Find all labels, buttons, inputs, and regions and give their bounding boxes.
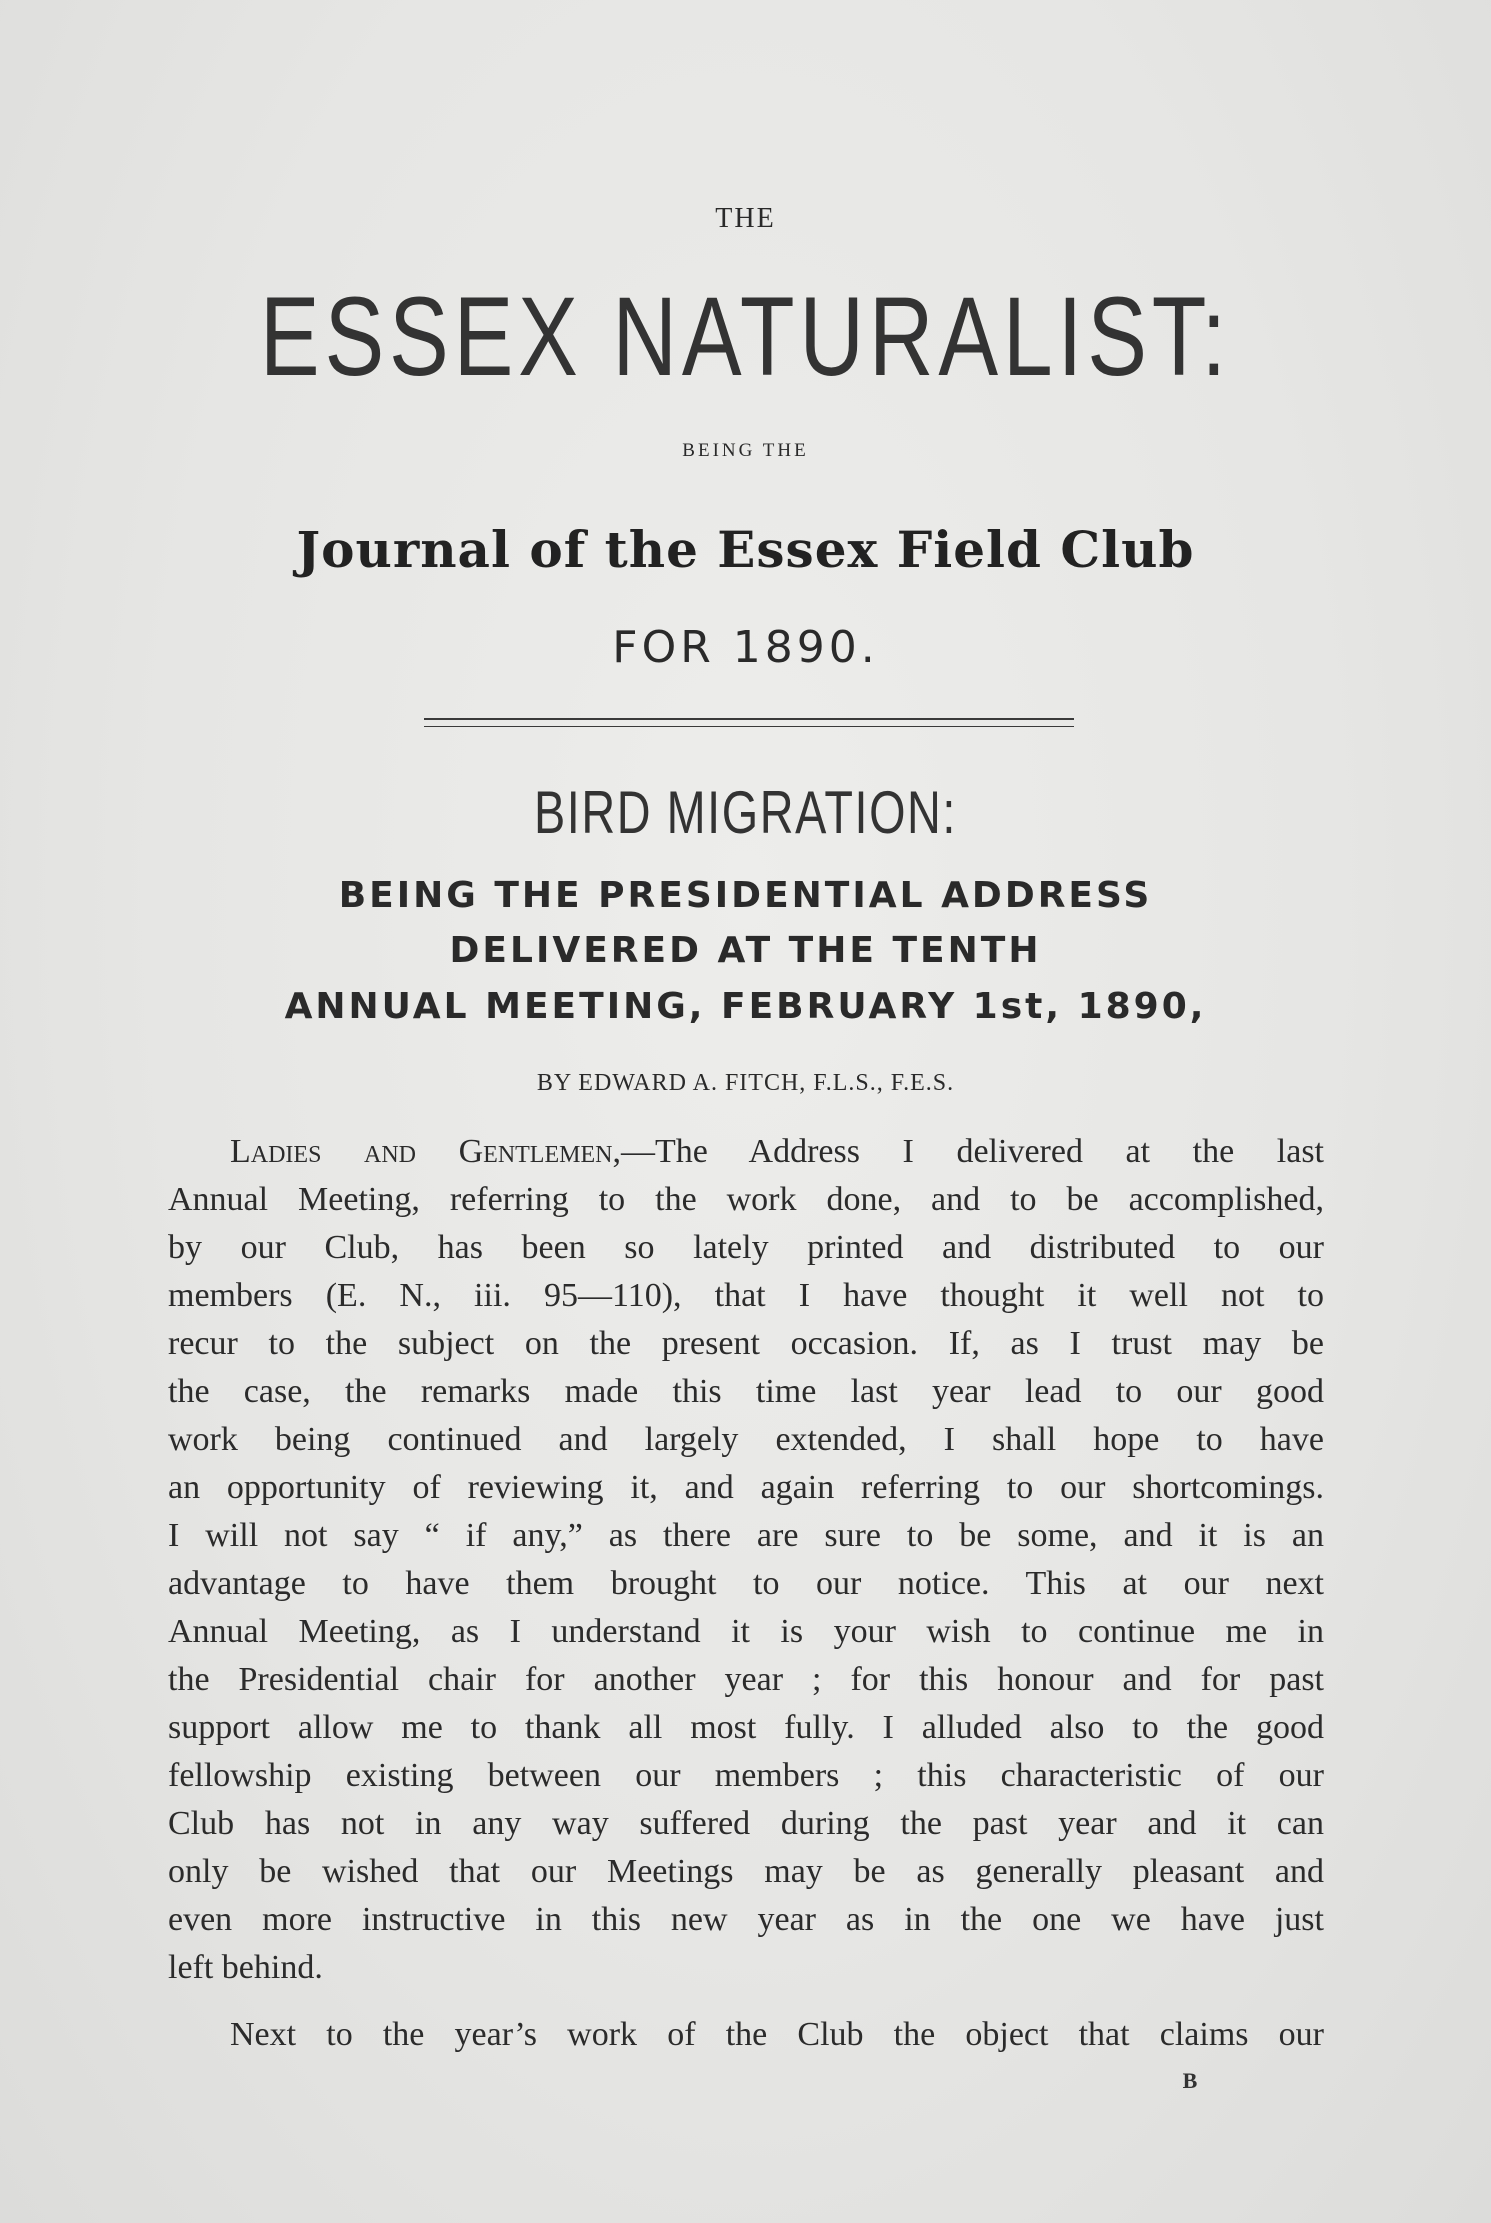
paragraph-1 [168, 1128, 1324, 1992]
article-subtitle-line: ANNUAL MEETING, FEBRUARY 1st, 1890, [284, 986, 1207, 1027]
paragraph-line: only be wished that our Meetings may be as generally pleasant and [168, 1853, 1324, 1890]
paragraph-line: fellowship existing between our members ; this characteristic of our [168, 1757, 1324, 1794]
paragraph-line: Annual Meeting, referring to the work done, and to be accomplished, [168, 1181, 1324, 1218]
volume-year: FOR 1890. [612, 622, 879, 673]
paragraph-line: Ladies and Gentlemen,—The Address I delivered at the last [230, 1133, 1324, 1170]
paragraph-line: work being continued and largely extended, I shall hope to have [168, 1421, 1324, 1458]
title-rule-thin [424, 726, 1074, 727]
being-the-label: BEING THE [682, 440, 809, 461]
paragraph-line: an opportunity of reviewing it, and again referring to our shortcomings. [168, 1469, 1324, 1506]
paragraph-line: members (E. N., iii. 95—110), that I have thought it well not to [168, 1277, 1324, 1314]
paragraph-line: Club has not in any way suffered during the past year and it can [168, 1805, 1324, 1842]
paragraph-line: recur to the subject on the present occasion. If, as I trust may be [168, 1325, 1324, 1362]
salutation: Ladies and Gentlemen, [230, 1133, 621, 1170]
article-subtitle-line: BEING THE PRESIDENTIAL ADDRESS [338, 875, 1153, 916]
paragraph-line: advantage to have them brought to our notice. This at our next [168, 1565, 1324, 1602]
title-article: THE [715, 203, 776, 234]
paragraph-line: Annual Meeting, as I understand it is your wish to continue me in [168, 1613, 1324, 1650]
author-byline: BY EDWARD A. FITCH, F.L.S., F.E.S. [536, 1070, 955, 1096]
journal-subtitle: Journal of the Essex Field Club [296, 520, 1195, 579]
paragraph-line: Next to the year’s work of the Club the object that claims our [230, 2016, 1324, 2053]
paragraph-line: by our Club, has been so lately printed and distributed to our [168, 1229, 1324, 1266]
paragraph-line: the case, the remarks made this time last year lead to our good [168, 1373, 1324, 1410]
paragraph-line: I will not say “ if any,” as there are sure to be some, and it is an [168, 1517, 1324, 1554]
title-rule [424, 718, 1074, 720]
paragraph-line: left behind. [168, 1949, 323, 1986]
paragraph-2 [168, 2011, 1324, 2059]
paragraph-line: even more instructive in this new year as in the one we have just [168, 1901, 1324, 1938]
journal-title: ESSEX NATURALIST: [259, 274, 1232, 399]
signature-mark: B [1182, 2068, 1198, 2093]
article-title: BIRD MIGRATION: [534, 779, 957, 846]
article-subtitle-line: DELIVERED AT THE TENTH [449, 930, 1042, 971]
paragraph-line: support allow me to thank all most fully. I alluded also to the good [168, 1709, 1324, 1746]
paragraph-line: the Presidential chair for another year ; for this honour and for past [168, 1661, 1324, 1698]
